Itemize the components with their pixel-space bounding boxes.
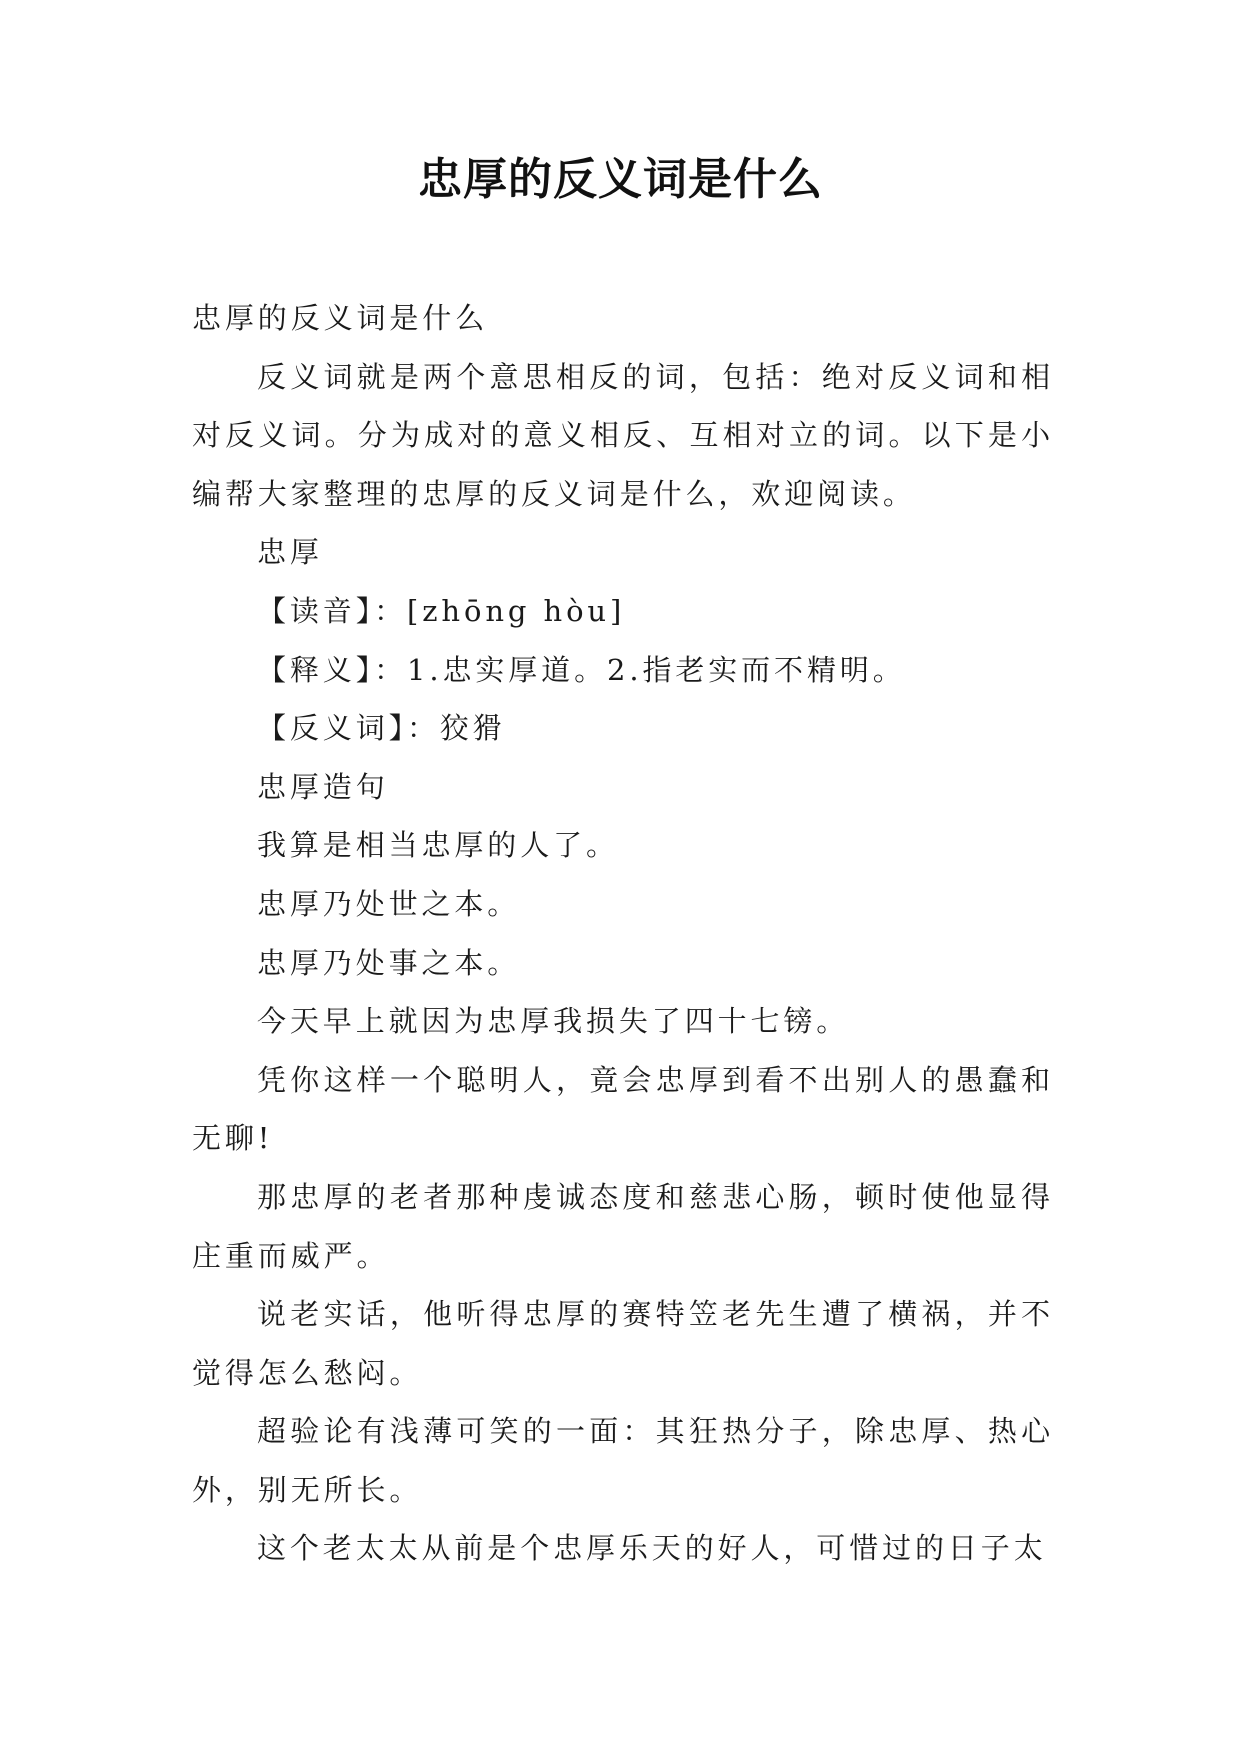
paragraph: 【反义词】：狡猾 <box>257 711 506 746</box>
paragraph: 忠厚 <box>257 535 323 570</box>
paragraph: 那忠厚的老者那种虔诚态度和慈悲心肠，顿时使他显得庄重而威严。 <box>192 1179 1054 1273</box>
paragraph: 【释义】：1.忠实厚道。2.指老实而不精明。 <box>257 652 906 687</box>
paragraph: 忠厚造句 <box>257 769 389 804</box>
paragraph: 忠厚的反义词是什么 <box>192 301 489 335</box>
document-title: 忠厚的反义词是什么 <box>418 154 823 205</box>
paragraph: 反义词就是两个意思相反的词，包括：绝对反义词和相对反义词。分为成对的意义相反、互相对立的词。以下是小编帮大家整理的忠厚的反义词是什么，欢迎阅读。 <box>192 359 1054 511</box>
paragraph: 【读音】：[zhōng hòu] <box>257 593 626 628</box>
paragraph: 我算是相当忠厚的人了。 <box>257 828 619 863</box>
paragraph: 说老实话，他听得忠厚的赛特笠老先生遭了横祸，并不觉得怎么愁闷。 <box>192 1297 1054 1390</box>
paragraph: 忠厚乃处事之本。 <box>257 945 521 980</box>
document-body <box>192 289 1054 1578</box>
paragraph: 超验论有浅薄可笑的一面：其狂热分子，除忠厚、热心外，别无所长。 <box>192 1414 1054 1507</box>
paragraph: 忠厚乃处世之本。 <box>257 886 521 921</box>
paragraph: 凭你这样一个聪明人，竟会忠厚到看不出别人的愚蠢和无聊! <box>192 1062 1054 1156</box>
paragraph: 今天早上就因为忠厚我损失了四十七镑。 <box>257 1004 850 1039</box>
paragraph: 这个老太太从前是个忠厚乐天的好人，可惜过的日子太 <box>257 1531 1047 1566</box>
